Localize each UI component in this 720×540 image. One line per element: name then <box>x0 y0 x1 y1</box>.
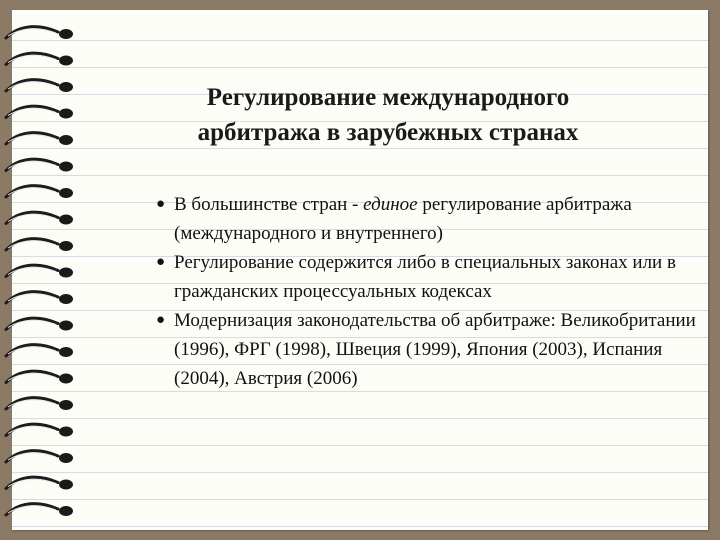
bullet-list <box>156 190 696 393</box>
spiral-coil-icon <box>6 106 73 118</box>
bullet-1-text-start: В большинстве стран - <box>174 194 364 215</box>
spiral-coil-icon <box>6 318 73 330</box>
bullet-marker-icon: ● <box>156 312 166 328</box>
spiral-coil-icon <box>6 477 73 489</box>
bullet-item-2 <box>156 248 696 306</box>
spiral-coil-icon <box>6 292 73 304</box>
slide-title-line-1: Регулирование международного <box>206 84 570 111</box>
slide-title-line-2: арбитража в зарубежных странах <box>197 119 579 146</box>
bullet-item-3 <box>156 306 696 393</box>
bullet-2-text: Регулирование содержится либо в специальных законах или в гражданских процессуальных кодексах <box>174 252 676 302</box>
spiral-coil-icon <box>6 80 73 92</box>
spiral-binding-icon <box>0 10 80 530</box>
spiral-coil-icon <box>6 504 73 516</box>
bullet-marker-icon: ● <box>156 196 166 212</box>
spiral-coil-icon <box>6 424 73 436</box>
slide-title <box>128 80 648 150</box>
bullet-1-emphasis: единое <box>363 194 418 215</box>
spiral-coil-icon <box>6 239 73 251</box>
spiral-coil-icon <box>6 133 73 145</box>
spiral-coil-icon <box>6 371 73 383</box>
spiral-coil-icon <box>6 345 73 357</box>
bullet-marker-icon: ● <box>156 254 166 270</box>
spiral-coil-icon <box>6 398 73 410</box>
bullet-3-text: Модернизация законодательства об арбитраже: Великобритании (1996), ФРГ (1998), Швеция (1999), Япония (2003), Испания (2004), Австрия (2006) <box>174 310 696 389</box>
spiral-coil-icon <box>6 186 73 198</box>
bullet-item-1 <box>156 190 696 248</box>
spiral-coil-icon <box>6 159 73 171</box>
spiral-coil-icon <box>6 212 73 224</box>
spiral-coil-icon <box>6 53 73 65</box>
spiral-coil-icon <box>6 451 73 463</box>
spiral-coil-icon <box>6 265 73 277</box>
bullet-1-text-end: регулирование арбитража (международного и внутреннего) <box>174 194 632 244</box>
spiral-coil-icon <box>6 27 73 39</box>
